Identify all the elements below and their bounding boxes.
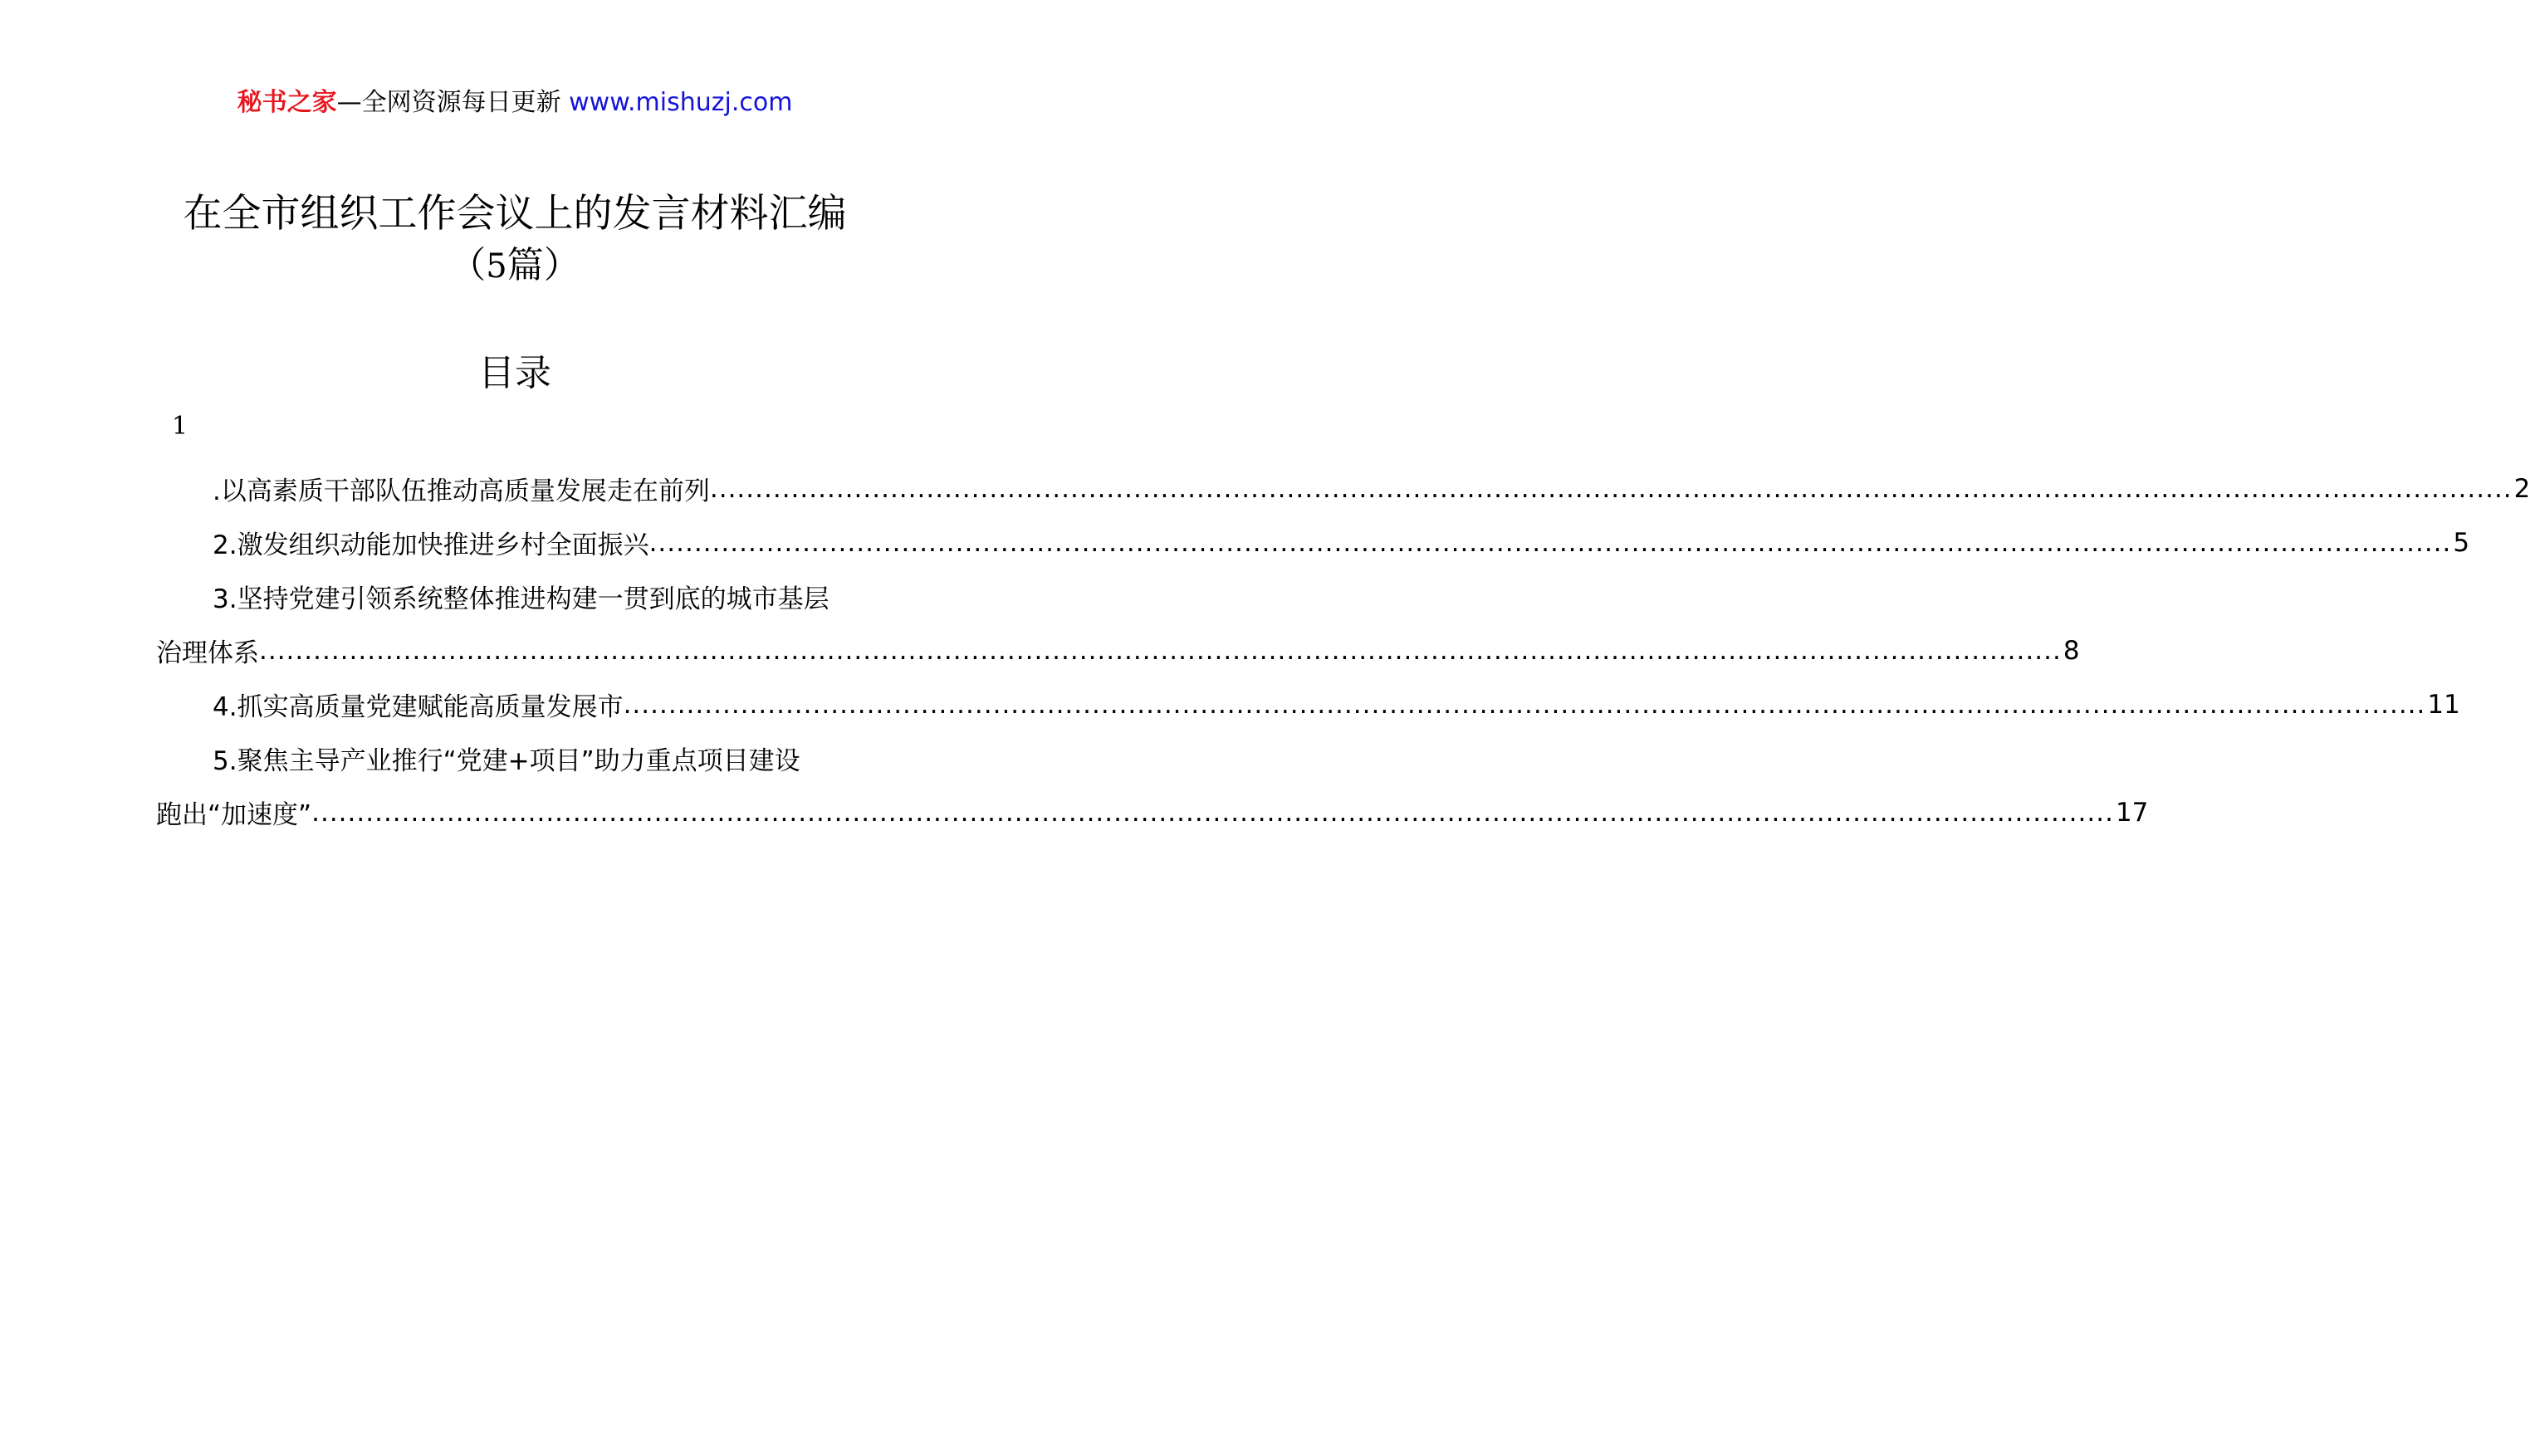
toc-entry-1[interactable] bbox=[156, 462, 2530, 515]
toc-entry-title: 5.聚焦主导产业推行“党建+项目”助力重点项目建设 bbox=[213, 746, 800, 776]
document-subtitle bbox=[0, 242, 1030, 290]
toc-heading: 目录 bbox=[478, 352, 551, 394]
toc-entry-page: 8 bbox=[2063, 635, 2080, 666]
site-url-link[interactable]: www.mishuzj.com bbox=[569, 88, 793, 117]
toc-entry-3-continuation[interactable] bbox=[156, 623, 2080, 677]
toc-entry-title: 3.坚持党建引领系统整体推进构建一贯到底的城市基层 bbox=[213, 584, 829, 614]
toc-entry-title-continuation: 跑出“加速度” bbox=[156, 800, 312, 830]
stray-number: 1 bbox=[172, 412, 188, 441]
toc-leader-dots: ........................................................................................................................................................................................................ bbox=[709, 473, 2513, 504]
toc-entry-2[interactable] bbox=[156, 515, 2470, 569]
toc-entry-page: 17 bbox=[2115, 797, 2149, 828]
toc-entry-page: 5 bbox=[2453, 527, 2470, 558]
toc-entry-5[interactable] bbox=[156, 731, 874, 785]
toc-entry-4[interactable] bbox=[156, 677, 2460, 731]
toc-leader-dots: ........................................................................................................................................................................................................ bbox=[648, 527, 2452, 558]
toc-entry-title: 4.抓实高质量党建赋能高质量发展市 bbox=[213, 692, 624, 722]
toc-entry-5-continuation[interactable] bbox=[156, 785, 2149, 839]
table-of-contents bbox=[156, 462, 2530, 839]
toc-leader-dots: ........................................................................................................................................................................................................ bbox=[311, 797, 2114, 828]
toc-entry-page: 11 bbox=[2427, 689, 2460, 720]
subtitle-close-paren: ） bbox=[543, 244, 580, 286]
brand-name: 秘书之家 bbox=[237, 88, 337, 117]
toc-entry-title-continuation: 治理体系 bbox=[156, 638, 259, 668]
subtitle-open-paren: （ bbox=[449, 244, 487, 286]
site-header bbox=[0, 86, 1030, 120]
header-tagline: —全网资源每日更新 bbox=[336, 88, 561, 117]
toc-entry-title: 2.激发组织动能加快推进乡村全面振兴 bbox=[213, 530, 649, 560]
subtitle-unit: 篇 bbox=[506, 244, 544, 286]
toc-leader-dots: ........................................................................................................................................................................................................ bbox=[623, 689, 2426, 720]
toc-entry-page: 2 bbox=[2513, 473, 2530, 504]
subtitle-count: 5 bbox=[486, 247, 507, 286]
toc-leader-dots: ........................................................................................................................................................................................................ bbox=[259, 635, 2062, 666]
document-title: 在全市组织工作会议上的发言材料汇编 bbox=[183, 191, 847, 237]
toc-entry-3[interactable] bbox=[156, 569, 874, 623]
toc-entry-title: .以高素质干部队伍推动高质量发展走在前列 bbox=[213, 476, 710, 506]
